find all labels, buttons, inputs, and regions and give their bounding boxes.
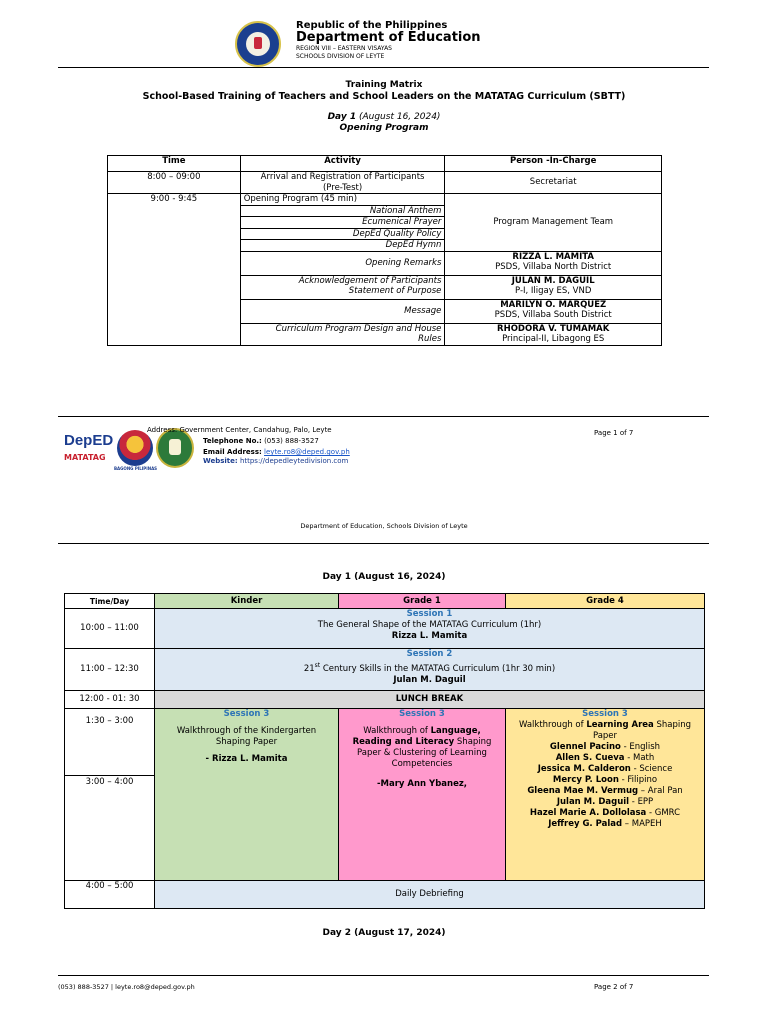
program-label: Opening Program bbox=[339, 123, 429, 133]
bagong-pilipinas-logo bbox=[117, 430, 153, 466]
day1-label: Day 1 (August 16, 2024) bbox=[327, 112, 441, 122]
activity-cell: Message bbox=[240, 299, 445, 323]
lunch-break-cell: LUNCH BREAK bbox=[155, 691, 705, 709]
session1-row bbox=[65, 609, 705, 649]
activity-cell: Arrival and Registration of Participants (Pre-Test) bbox=[240, 172, 445, 194]
activity-cell: Ecumenical Prayer bbox=[240, 217, 445, 229]
day2-heading: Day 2 (August 17, 2024) bbox=[322, 928, 446, 938]
presenter-item: Jeffrey G. Palad – MAPEH bbox=[548, 819, 662, 829]
session1-cell: Session 1 The General Shape of the MATATAG Curriculum (1hr) Rizza L. Mamita bbox=[155, 609, 705, 649]
header-department: Department of Education bbox=[296, 30, 481, 45]
lunch-row bbox=[65, 691, 705, 709]
session2-row bbox=[65, 649, 705, 691]
footer2-divider bbox=[58, 975, 709, 976]
activity-cell: Acknowledgement of Participants Statement of Purpose bbox=[240, 275, 445, 299]
opening-program-table bbox=[107, 155, 662, 346]
footer-telephone: Telephone No.: (053) 888-3527 bbox=[203, 437, 319, 445]
presenter-item: Allen S. Cueva - Math bbox=[555, 753, 655, 763]
presenter-item: Julan M. Daguil - EPP bbox=[556, 797, 654, 807]
activity-cell: Curriculum Program Design and House Rules bbox=[240, 323, 445, 345]
person-cell: JULAN M. DAGUIL P-I, Iligay ES, VND bbox=[445, 275, 662, 299]
col-kinder-header: Kinder bbox=[155, 594, 339, 609]
col-person-header: Person -In-Charge bbox=[445, 156, 662, 172]
debriefing-cell: Daily Debriefing bbox=[155, 881, 705, 909]
activity-cell: DepEd Hymn bbox=[240, 240, 445, 252]
division-seal-logo bbox=[156, 428, 194, 468]
footer-divider bbox=[58, 416, 709, 417]
person-cell: Secretariat bbox=[445, 172, 662, 194]
presenter-item: Jessica M. Calderon - Science bbox=[537, 764, 673, 774]
page-number: Page 1 of 7 bbox=[594, 429, 634, 437]
col-grade1-header: Grade 1 bbox=[339, 594, 506, 609]
time-cell: 4:00 – 5:00 bbox=[65, 881, 155, 909]
grade4-session3-cell: Session 3 Walkthrough of Learning Area Shaping Paper Glennel Pacino - English Allen S. Cueva - Math Jessica M. Calderon - Science Mercy P. Loon - Filipino Gleena Mae M. Vermug – Aral Pan Julan M. Daguil - EPP Hazel Marie A. Dollolasa - GMRC Jeffrey G. Palad – MAPEH bbox=[506, 709, 705, 881]
website-link[interactable]: https://depedleytedivision.com bbox=[239, 457, 349, 465]
time-cell: 12:00 - 01: 30 bbox=[65, 691, 155, 709]
presenter-item: Glennel Pacino - English bbox=[549, 742, 661, 752]
col-timeday-header: Time/Day bbox=[65, 594, 155, 609]
table-row bbox=[108, 172, 662, 194]
table-row bbox=[108, 194, 662, 206]
training-schedule-table bbox=[64, 593, 705, 909]
presenter-item: Gleena Mae M. Vermug – Aral Pan bbox=[527, 786, 683, 796]
header-republic: Republic of the Philippines bbox=[296, 20, 448, 31]
footer-contact: (053) 888-3527 | leyte.ro8@deped.gov.ph bbox=[58, 983, 195, 991]
page-divider bbox=[58, 543, 709, 544]
person-cell: MARILYN O. MARQUEZ PSDS, Villaba South District bbox=[445, 299, 662, 323]
footer-website: Website: https://depedleytedivision.com bbox=[203, 457, 349, 465]
page-number: Page 2 of 7 bbox=[594, 983, 634, 991]
presenter-item: Mercy P. Loon - Filipino bbox=[552, 775, 658, 785]
person-cell: Program Management Team bbox=[445, 194, 662, 252]
time-cell: 10:00 – 11:00 bbox=[65, 609, 155, 649]
doc-title: Training Matrix bbox=[345, 80, 423, 90]
person-cell: RIZZA L. MAMITA PSDS, Villaba North District bbox=[445, 251, 662, 275]
kinder-session3-cell: Session 3 Walkthrough of the Kindergarten Shaping Paper - Rizza L. Mamita bbox=[155, 709, 339, 881]
time-cell: 11:00 – 12:30 bbox=[65, 649, 155, 691]
header-region: REGION VIII – EASTERN VISAYAS bbox=[296, 45, 392, 52]
session2-cell: Session 2 21st Century Skills in the MATATAG Curriculum (1hr 30 min) Julan M. Daguil bbox=[155, 649, 705, 691]
col-time-header: Time bbox=[108, 156, 241, 172]
time-cell: 9:00 - 9:45 bbox=[108, 194, 241, 346]
table-header-row bbox=[108, 156, 662, 172]
table-header-row bbox=[65, 594, 705, 609]
activity-cell: National Anthem bbox=[240, 205, 445, 217]
header-divider bbox=[58, 67, 709, 68]
footer-email: Email Address: leyte.ro8@deped.gov.ph bbox=[203, 448, 350, 456]
doc-subtitle: School-Based Training of Teachers and School Leaders on the MATATAG Curriculum (SBTT) bbox=[142, 91, 626, 102]
grade1-session3-cell: Session 3 Walkthrough of Language, Reading and Literacy Shaping Paper & Clustering of Learning Competencies -Mary Ann Ybanez, bbox=[339, 709, 506, 881]
col-activity-header: Activity bbox=[240, 156, 445, 172]
department-footer: Department of Education, Schools Division of Leyte bbox=[300, 522, 468, 530]
col-grade4-header: Grade 4 bbox=[506, 594, 705, 609]
time-cell: 1:30 – 3:00 3:00 – 4:00 bbox=[65, 709, 155, 881]
person-cell: RHODORA V. TUMAMAK Principal-II, Libagong ES bbox=[445, 323, 662, 345]
debrief-row bbox=[65, 881, 705, 909]
email-link[interactable]: leyte.ro8@deped.gov.ph bbox=[264, 448, 350, 456]
activity-cell: Opening Remarks bbox=[240, 251, 445, 275]
footer-address: Address: Government Center, Candahug, Palo, Leyte bbox=[147, 426, 332, 434]
presenter-item: Hazel Marie A. Dollolasa - GMRC bbox=[529, 808, 681, 818]
activity-cell: DepEd Quality Policy bbox=[240, 228, 445, 240]
time-cell: 8:00 – 09:00 bbox=[108, 172, 241, 194]
day1-heading: Day 1 (August 16, 2024) bbox=[322, 572, 446, 582]
session3-row bbox=[65, 709, 705, 881]
bagong-pilipinas-text: BAGONG PILIPINAS bbox=[114, 466, 158, 471]
deped-matatag-logo: DepED MATATAG bbox=[64, 432, 114, 462]
activity-cell: Opening Program (45 min) bbox=[240, 194, 445, 206]
header-division: SCHOOLS DIVISION OF LEYTE bbox=[296, 53, 385, 60]
deped-seal-logo bbox=[235, 21, 281, 67]
